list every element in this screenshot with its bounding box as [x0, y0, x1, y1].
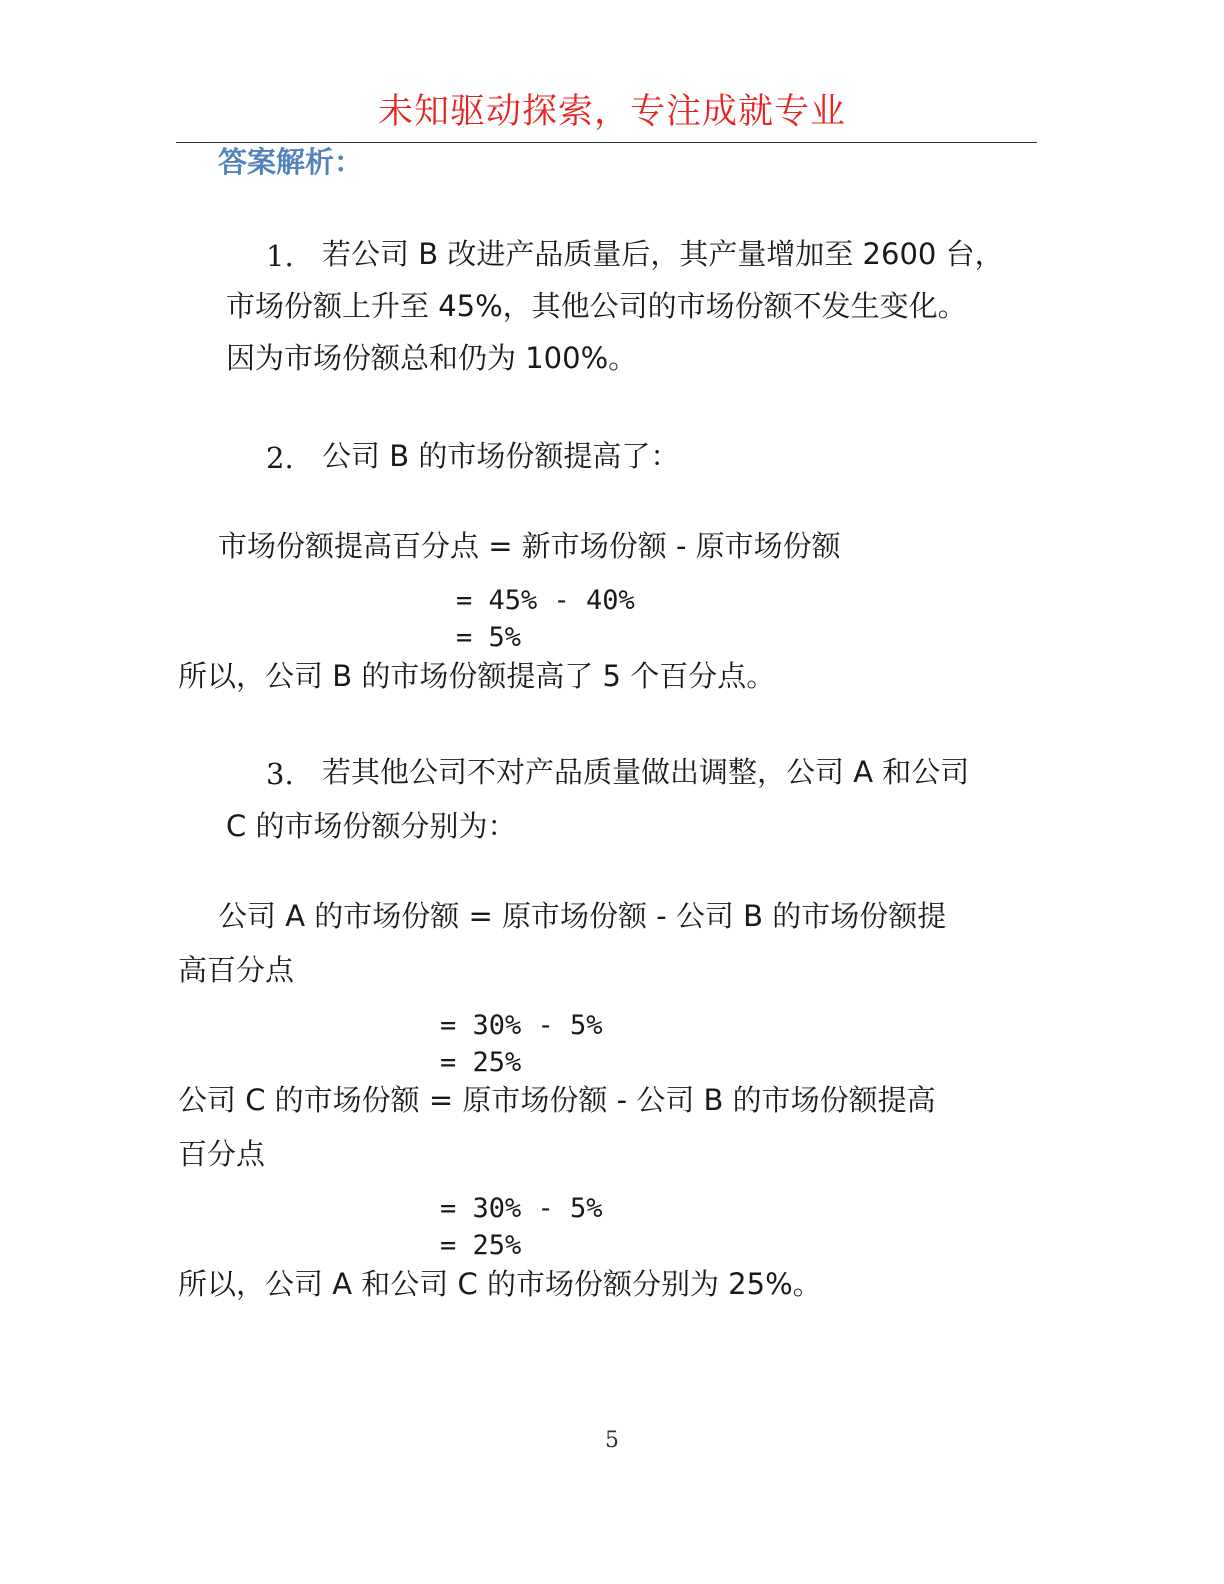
- item-3-line-1: 若其他公司不对产品质量做出调整，公司 A 和公司: [322, 755, 970, 789]
- item-3-line-2: C 的市场份额分别为：: [226, 809, 517, 843]
- item-2-step-2: = 5%: [456, 622, 522, 653]
- company-a-step-2: = 25%: [440, 1047, 522, 1078]
- item-1-line-2: 市场份额上升至 45%，其他公司的市场份额不发生变化。: [226, 289, 967, 323]
- company-c-formula-line-2: 百分点: [178, 1137, 266, 1171]
- item-3-conclusion: 所以，公司 A 和公司 C 的市场份额分别为 25%。: [178, 1267, 822, 1301]
- company-a-formula-line-1: 公司 A 的市场份额 = 原市场份额 - 公司 B 的市场份额提: [218, 899, 947, 933]
- item-1-number: 1.: [266, 239, 294, 273]
- item-3-number: 3.: [266, 757, 294, 791]
- header-title: 未知驱动探索，专注成就专业: [377, 92, 846, 132]
- item-1-line-1: 若公司 B 改进产品质量后，其产量增加至 2600 台，: [322, 237, 1004, 271]
- item-2-formula: 市场份额提高百分点 = 新市场份额 - 原市场份额: [218, 529, 841, 563]
- item-2-line-1: 公司 B 的市场份额提高了：: [322, 439, 680, 473]
- company-a-formula-line-2: 高百分点: [178, 953, 295, 987]
- page-number: 5: [605, 1428, 619, 1453]
- company-c-step-1: = 30% - 5%: [440, 1193, 603, 1224]
- item-2-step-1: = 45% - 40%: [456, 585, 635, 616]
- item-2-number: 2.: [266, 441, 294, 475]
- company-a-step-1: = 30% - 5%: [440, 1010, 603, 1041]
- company-c-formula-line-1: 公司 C 的市场份额 = 原市场份额 - 公司 B 的市场份额提高: [178, 1083, 936, 1117]
- company-c-step-2: = 25%: [440, 1230, 522, 1261]
- item-2-conclusion: 所以，公司 B 的市场份额提高了 5 个百分点。: [178, 659, 776, 693]
- section-heading: 答案解析：: [218, 145, 364, 179]
- item-1-line-3: 因为市场份额总和仍为 100%。: [226, 341, 638, 375]
